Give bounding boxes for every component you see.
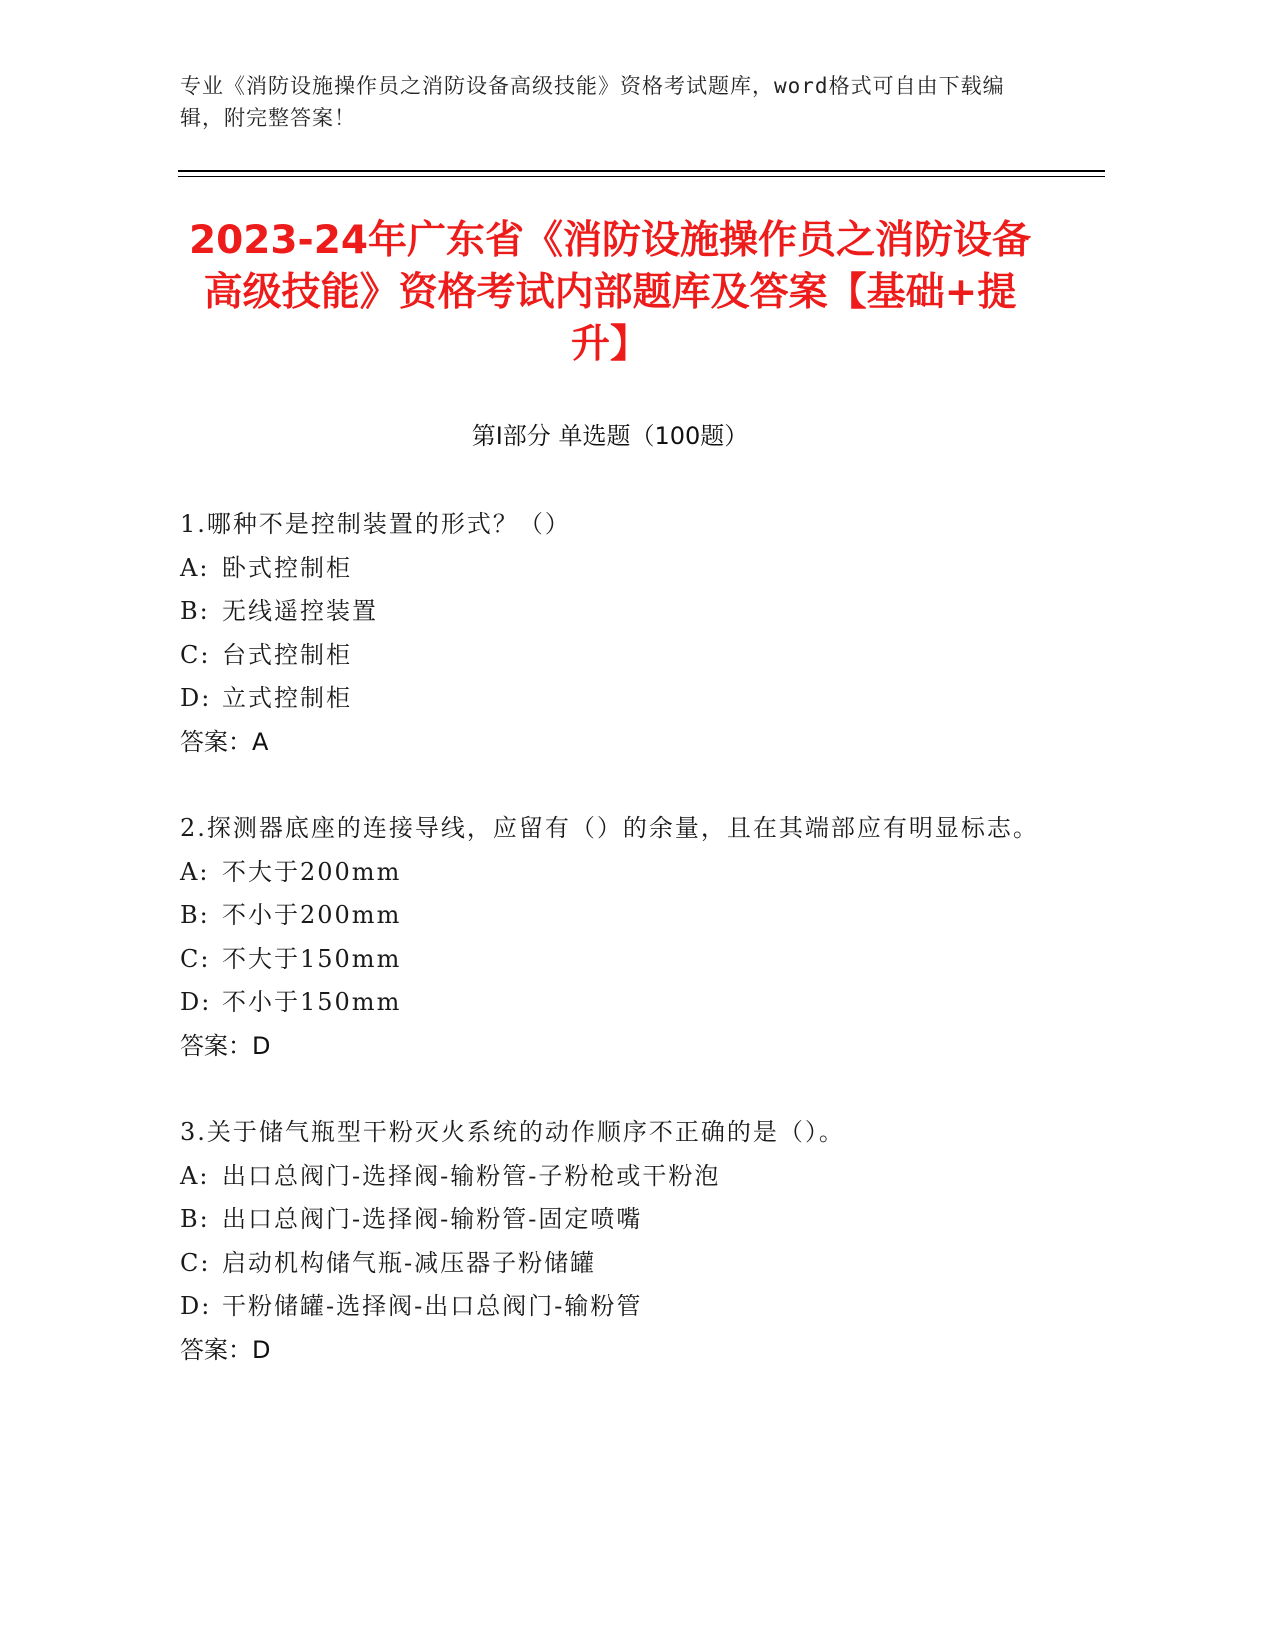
option-letter: C: (180, 1248, 211, 1277)
option-text: 启动机构储气瓶-减压器子粉储罐 (222, 1248, 597, 1277)
answer-line: 答案：A (180, 727, 269, 756)
option-text: 不小于150mm (222, 988, 402, 1016)
option-text: 卧式控制柜 (222, 553, 352, 582)
option-letter: C: (180, 944, 211, 973)
document-title: 2023-24年广东省《消防设施操作员之消防设备高级技能》资格考试内部题库及答案【基础+提升】 (188, 218, 1031, 367)
answer-line: 答案：D (180, 1335, 271, 1364)
option-letter: D: (180, 1292, 212, 1320)
header-rule-thick (178, 170, 1105, 172)
question-1 (180, 503, 1040, 764)
option-letter: A: (180, 553, 210, 582)
option-c (180, 1242, 1040, 1286)
header-note: 专业《消防设施操作员之消防设备高级技能》资格考试题库，word格式可自由下载编辑，附完整答案！ (180, 74, 1005, 130)
option-letter: B: (180, 901, 210, 929)
option-letter: B: (180, 1205, 210, 1233)
question-3 (180, 1111, 1040, 1372)
option-text: 出口总阀门-选择阀-输粉管-子粉枪或干粉泡 (222, 1161, 721, 1190)
option-text: 出口总阀门-选择阀-输粉管-固定喷嘴 (222, 1205, 643, 1233)
question-stem: 3.关于储气瓶型干粉灭火系统的动作顺序不正确的是（）。 (180, 1118, 845, 1146)
option-c (180, 938, 1040, 982)
option-b (180, 590, 1040, 634)
option-d (180, 981, 1040, 1025)
question-2 (180, 807, 1040, 1068)
option-a (180, 851, 1040, 895)
option-b (180, 1198, 1040, 1242)
option-letter: D: (180, 988, 212, 1016)
option-a (180, 547, 1040, 591)
option-text: 干粉储罐-选择阀-出口总阀门-输粉管 (222, 1292, 643, 1320)
option-b (180, 894, 1040, 938)
option-d (180, 1285, 1040, 1329)
answer-line: 答案：D (180, 1031, 271, 1060)
header-rule-thin (178, 176, 1105, 177)
option-text: 台式控制柜 (222, 640, 352, 669)
section-title: 第Ⅰ部分 单选题（100题） (471, 422, 749, 450)
option-c (180, 634, 1040, 678)
option-letter: A: (180, 857, 210, 886)
option-text: 无线遥控装置 (222, 597, 378, 625)
option-text: 不大于200mm (222, 857, 402, 886)
question-stem: 2.探测器底座的连接导线，应留有（）的余量，且在其端部应有明显标志。 (180, 814, 1039, 842)
option-text: 不小于200mm (222, 901, 402, 929)
option-letter: A: (180, 1161, 210, 1190)
option-letter: D: (180, 684, 212, 712)
option-letter: B: (180, 597, 210, 625)
option-a (180, 1155, 1040, 1199)
question-stem: 1.哪种不是控制装置的形式？（） (180, 510, 571, 538)
option-letter: C: (180, 640, 211, 669)
option-text: 立式控制柜 (222, 684, 352, 712)
option-text: 不大于150mm (222, 944, 402, 973)
option-d (180, 677, 1040, 721)
question-list (180, 503, 1040, 1415)
